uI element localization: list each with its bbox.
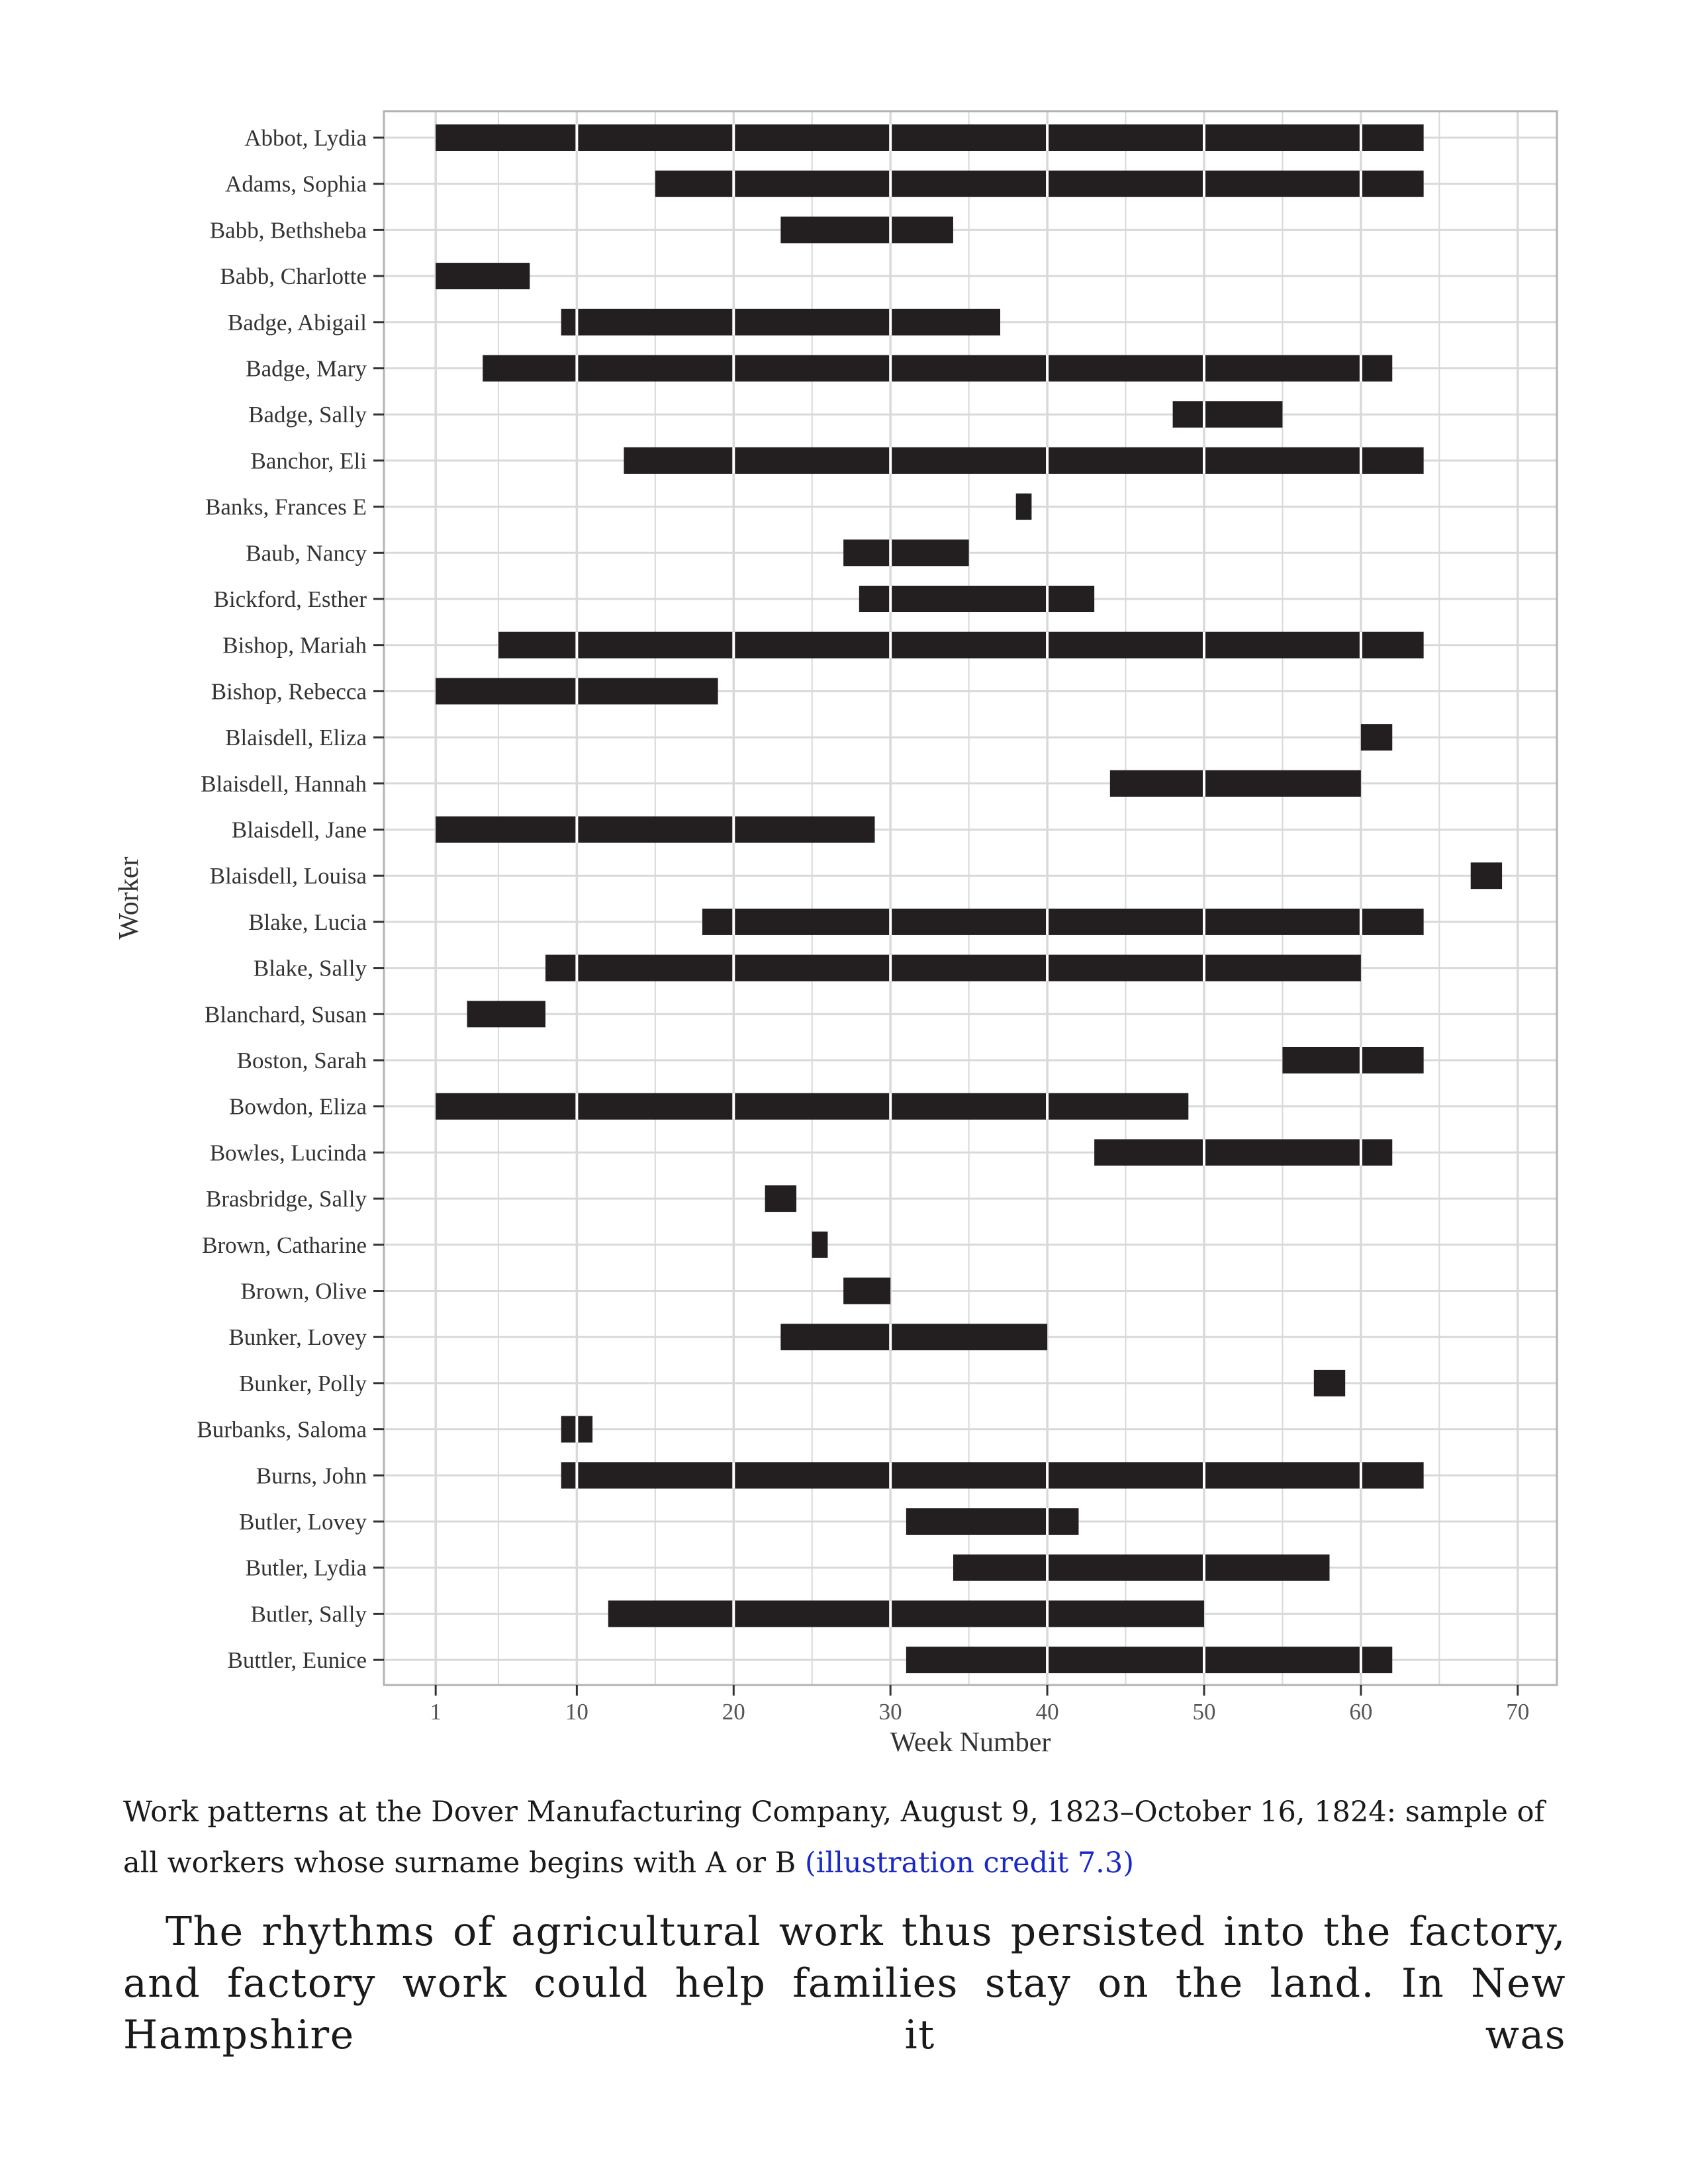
worker-label: Blake, Lucia: [248, 909, 367, 935]
worker-label: Brown, Olive: [240, 1278, 367, 1304]
work-bar: [780, 216, 953, 243]
worker-label: Blaisdell, Hannah: [201, 770, 367, 797]
worker-label: Burns, John: [256, 1463, 367, 1489]
worker-label: Bishop, Mariah: [222, 632, 367, 659]
worker-label: Blake, Sally: [253, 955, 367, 981]
vertical-gridlines: [436, 111, 1518, 1685]
illustration-credit-link[interactable]: (illustration credit 7.3): [804, 1846, 1134, 1880]
work-bar: [906, 1647, 1392, 1673]
x-tick-label: 50: [1192, 1699, 1216, 1725]
work-bar: [561, 1462, 1424, 1488]
work-bar: [906, 1508, 1079, 1535]
x-tick-label: 60: [1349, 1699, 1373, 1725]
work-bar: [780, 1324, 1047, 1350]
worker-label: Bowles, Lucinda: [209, 1140, 367, 1166]
week-tick-labels: [430, 1685, 1529, 1725]
worker-label: Blanchard, Susan: [205, 1001, 367, 1028]
figure-caption: [123, 1787, 1566, 1889]
work-bar: [1173, 401, 1283, 428]
work-bar: [953, 1555, 1330, 1581]
worker-label: Boston, Sarah: [236, 1048, 367, 1073]
worker-label: Badge, Abigail: [228, 309, 367, 336]
work-bar: [1282, 1047, 1423, 1073]
work-bar: [561, 309, 1000, 336]
work-bar: [436, 1093, 1188, 1120]
worker-label: Badge, Mary: [246, 355, 367, 382]
worker-label: Bickford, Esther: [213, 586, 367, 612]
worker-label: Brown, Catharine: [202, 1232, 367, 1258]
worker-label: Badge, Sally: [248, 402, 367, 428]
worker-label: Bowdon, Eliza: [228, 1093, 367, 1120]
worker-label: Abbot, Lydia: [244, 125, 367, 151]
work-bar: [545, 955, 1361, 981]
work-bar: [483, 355, 1392, 382]
work-bar: [467, 1001, 545, 1027]
worker-label: Burbanks, Saloma: [197, 1416, 367, 1443]
worker-label: Butler, Lovey: [239, 1509, 367, 1535]
x-tick-label: 70: [1506, 1699, 1530, 1725]
work-bar: [702, 909, 1424, 935]
work-bar: [436, 263, 530, 289]
work-bar: [765, 1185, 796, 1212]
work-bar: [843, 1278, 890, 1304]
worker-label: Blaisdell, Eliza: [225, 725, 367, 751]
worker-label: Banks, Frances E: [205, 494, 367, 520]
worker-label: Babb, Bethsheba: [209, 217, 367, 244]
x-tick-label: 10: [565, 1699, 588, 1725]
x-tick-label: 30: [878, 1699, 902, 1725]
worker-label: Butler, Lydia: [245, 1555, 367, 1581]
work-bar: [1361, 724, 1392, 751]
work-bar: [655, 171, 1424, 197]
work-bar: [859, 586, 1094, 612]
worker-labels: [197, 125, 384, 1673]
work-bar: [1110, 770, 1361, 797]
worker-label: Bunker, Polly: [238, 1370, 367, 1396]
y-axis-title: Worker: [114, 856, 144, 940]
work-bar: [624, 447, 1423, 474]
work-bar: [608, 1600, 1204, 1627]
work-bar: [1094, 1139, 1392, 1165]
body-paragraph-text: The rhythms of agricultural work thus persisted into the factory, and factory work could help families stay on the land. In New Hampshire it was: [123, 1909, 1566, 2058]
work-bar: [843, 539, 969, 566]
x-tick-label: 1: [430, 1699, 442, 1725]
work-bar: [1314, 1370, 1345, 1396]
worker-label: Banchor, Eli: [250, 447, 367, 474]
worker-label: Bishop, Rebecca: [211, 678, 367, 705]
body-paragraph: [123, 1906, 1566, 2061]
worker-label: Butler, Sally: [250, 1601, 367, 1627]
worker-label: Baub, Nancy: [246, 540, 367, 567]
worker-label: Bunker, Lovey: [228, 1324, 367, 1351]
x-axis-title: Week Number: [890, 1727, 1051, 1758]
worker-label: Babb, Charlotte: [220, 263, 367, 290]
work-bar: [1016, 494, 1032, 520]
caption-text: Work patterns at the Dover Manufacturing Company, August 9, 1823–October 16, 1824: sample of all workers whose surname begins with A or B: [123, 1796, 1545, 1880]
work-bar: [812, 1232, 828, 1258]
x-tick-label: 20: [722, 1699, 745, 1725]
worker-label: Blaisdell, Louisa: [209, 863, 367, 889]
plot-panel-border: [384, 111, 1557, 1685]
worker-label: Blaisdell, Jane: [231, 817, 367, 843]
work-bar: [436, 817, 874, 843]
work-bar: [436, 124, 1423, 151]
worker-label: Adams, Sophia: [225, 171, 367, 197]
x-tick-label: 40: [1035, 1699, 1059, 1725]
work-bar: [498, 632, 1424, 659]
worker-label: Buttler, Eunice: [227, 1647, 367, 1674]
worker-label: Brasbridge, Sally: [205, 1186, 367, 1212]
work-bar: [1471, 862, 1502, 889]
